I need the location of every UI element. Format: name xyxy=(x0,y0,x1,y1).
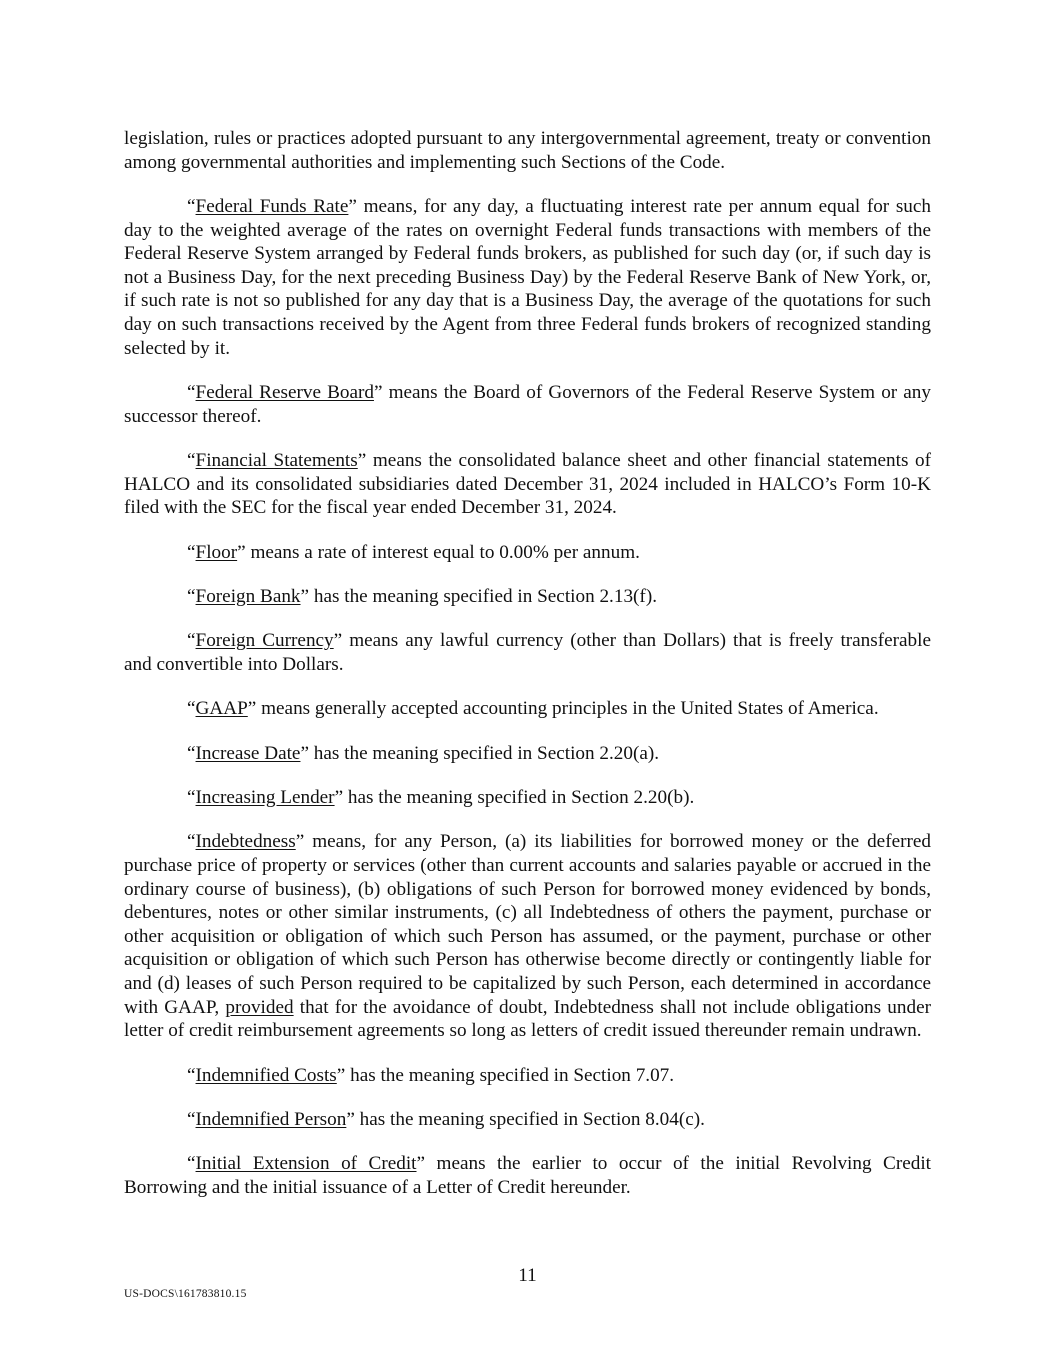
definition-text: means a rate of interest equal to 0.00% per annum. xyxy=(245,541,640,563)
definition-text: means the Board of Governors of the Federal Reserve System or any successor thereof. xyxy=(124,381,931,427)
open-quote: “ xyxy=(187,1153,196,1175)
close-quote: ” xyxy=(295,831,305,853)
close-quote: ” xyxy=(416,1153,426,1175)
document-page-body xyxy=(124,127,931,1220)
definition-increasing-lender xyxy=(124,786,931,810)
open-quote: “ xyxy=(187,630,196,652)
definition-text-after: that for the avoidance of doubt, Indebtedness shall not include obligations under letter of credit reimbursement agreements so long as letters of credit issued thereunder remain undrawn. xyxy=(124,996,931,1042)
close-quote: ” xyxy=(247,698,257,720)
close-quote: ” xyxy=(348,195,357,217)
defined-term: Increasing Lender xyxy=(195,787,335,809)
definition-indebtedness xyxy=(124,830,931,1042)
defined-term: Financial Statements xyxy=(195,449,358,471)
defined-term: Floor xyxy=(195,541,238,563)
definition-text: has the meaning specified in Section 2.13(f). xyxy=(309,585,658,607)
definition-text: has the meaning specified in Section 7.07. xyxy=(345,1064,675,1086)
defined-term: Increase Date xyxy=(195,742,301,764)
definition-federal-funds-rate xyxy=(124,195,931,360)
defined-term: Foreign Bank xyxy=(195,585,301,607)
close-quote: ” xyxy=(373,381,383,403)
definition-text: means, for any Person, (a) its liabilities for borrowed money or the deferred purchase price of property or services (other than current accounts and salaries payable or accrued in the ordinary course of business), (b) obligations of such Person for borrowed money evidenced by bonds, debentures, notes or other similar instruments, (c) all Indebtedness of others the payment, purchase or other acquisition or obligation of which such Person has assumed, or the payment, purchase or other acquisition or obligation of which such Person has otherwise become directly or contingently liable for and (d) leases of such Person required to be capitalized by such Person, each determined in accordance with GAAP, xyxy=(124,831,931,1018)
definition-text: has the meaning specified in Section 8.04(c). xyxy=(354,1108,705,1130)
definition-initial-extension-of-credit xyxy=(124,1152,931,1199)
open-quote: “ xyxy=(187,449,196,471)
defined-term: Foreign Currency xyxy=(195,630,334,652)
document-id: US-DOCS\161783810.15 xyxy=(124,1288,247,1300)
definition-foreign-currency xyxy=(124,629,931,676)
close-quote: ” xyxy=(334,787,344,809)
close-quote: ” xyxy=(336,1064,346,1086)
page-number: 11 xyxy=(518,1265,537,1286)
definition-text: means any lawful currency (other than Dollars) that is freely transferable and convertible into Dollars. xyxy=(124,630,931,675)
definition-federal-reserve-board xyxy=(124,381,931,428)
provided-emphasis: provided xyxy=(225,996,294,1018)
definition-indemnified-costs xyxy=(124,1064,931,1088)
open-quote: “ xyxy=(187,195,196,217)
open-quote: “ xyxy=(187,381,196,403)
defined-term: Indemnified Costs xyxy=(195,1064,337,1086)
definition-text: means the consolidated balance sheet and other financial statements of HALCO and its consolidated subsidiaries dated December 31, 2024 included in HALCO’s Form 10-K filed with the SEC for the fiscal year ended December 31, 2024. xyxy=(124,449,932,519)
open-quote: “ xyxy=(187,1108,196,1130)
defined-term: Federal Funds Rate xyxy=(195,195,349,217)
definition-text: means the earlier to occur of the initial Revolving Credit Borrowing and the initial issuance of a Letter of Credit hereunder. xyxy=(124,1153,932,1198)
defined-term: Indebtedness xyxy=(195,831,296,853)
close-quote: ” xyxy=(357,449,367,471)
definition-increase-date xyxy=(124,742,931,766)
close-quote: ” xyxy=(300,585,310,607)
definition-financial-statements xyxy=(124,449,931,520)
definition-foreign-bank xyxy=(124,585,931,609)
definition-floor xyxy=(124,541,931,565)
defined-term: Initial Extension of Credit xyxy=(195,1153,417,1175)
defined-term: Federal Reserve Board xyxy=(195,381,374,403)
open-quote: “ xyxy=(187,698,196,720)
open-quote: “ xyxy=(187,742,196,764)
definition-text: has the meaning specified in Section 2.20(a). xyxy=(309,742,660,764)
open-quote: “ xyxy=(187,1064,196,1086)
defined-term: Indemnified Person xyxy=(195,1108,347,1130)
definition-text: has the meaning specified in Section 2.20(b). xyxy=(343,787,695,809)
close-quote: ” xyxy=(300,742,309,764)
open-quote: “ xyxy=(187,541,196,563)
close-quote: ” xyxy=(333,630,343,652)
definition-indemnified-person xyxy=(124,1108,931,1132)
open-quote: “ xyxy=(187,787,196,809)
defined-term: GAAP xyxy=(195,698,248,720)
close-quote: ” xyxy=(346,1108,355,1130)
close-quote: ” xyxy=(237,541,246,563)
definition-text: means, for any day, a fluctuating interest rate per annum equal for such day to the weighted average of the rates on overnight Federal funds transactions with members of the Federal Reserve System arranged by Federal funds brokers, as published for such day (or, if such day is not a Business Day, for the next preceding Business Day) by the Federal Reserve Bank of New York, or, if such rate is not so published for any day that is a Business Day, the average of the quotations for such day on such transactions received by the Agent from three Federal funds brokers of recognized standing selected by it. xyxy=(124,195,931,359)
definition-text: means generally accepted accounting principles in the United States of America. xyxy=(256,698,879,720)
open-quote: “ xyxy=(187,585,196,607)
continuation-paragraph: legislation, rules or practices adopted pursuant to any intergovernmental agreement, treaty or convention among governmental authorities and implementing such Sections of the Code. xyxy=(124,128,931,173)
definition-gaap xyxy=(124,697,931,721)
open-quote: “ xyxy=(187,831,196,853)
